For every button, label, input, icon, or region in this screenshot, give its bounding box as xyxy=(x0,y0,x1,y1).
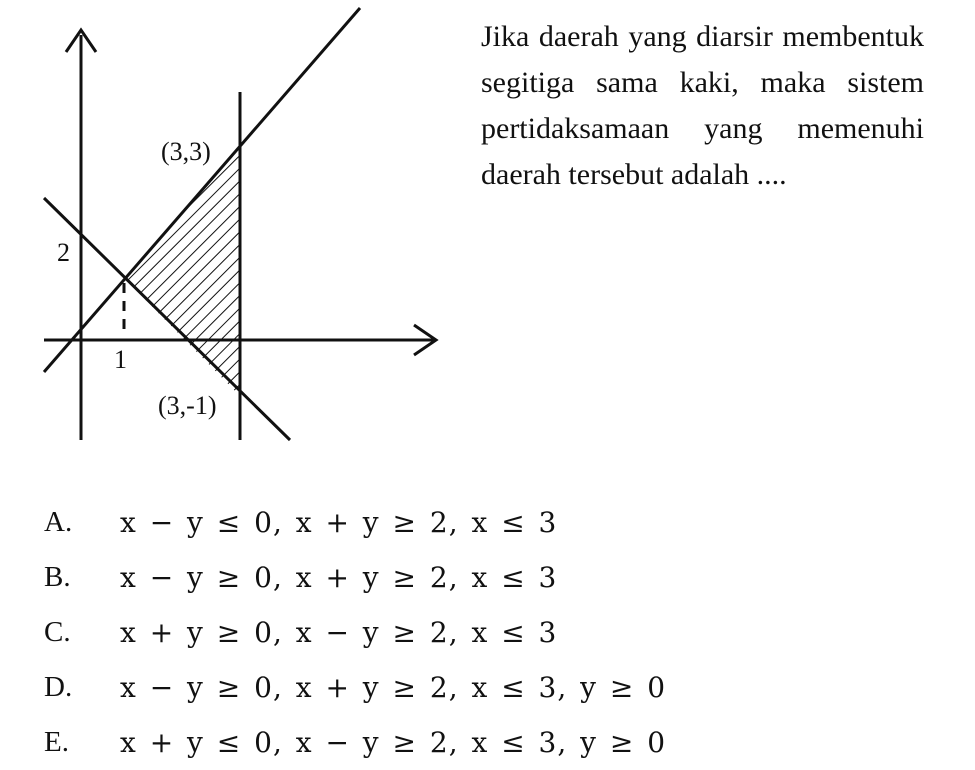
label-x-tick: 1 xyxy=(114,345,127,374)
option-letter: E. xyxy=(44,726,69,758)
question-text: Jika daerah yang diarsir membentuk segitiga sama kaki, maka sistem pertidaksamaan yang memenuhi daerah tersebut adalah .... xyxy=(481,20,924,191)
option-letter: D. xyxy=(44,671,73,703)
option-letter: B. xyxy=(44,561,71,593)
label-y-tick: 2 xyxy=(57,238,70,267)
option-expression: x − y ≥ 0, x + y ≥ 2, x ≤ 3 xyxy=(120,561,558,594)
option-e[interactable] xyxy=(44,715,944,770)
inequality-graph xyxy=(0,0,460,460)
option-d[interactable] xyxy=(44,660,944,715)
label-point-top: (3,3) xyxy=(161,137,211,166)
option-letter: A. xyxy=(44,506,73,538)
shaded-region xyxy=(124,147,240,396)
option-a[interactable] xyxy=(44,495,944,550)
option-letter: C. xyxy=(44,616,71,648)
option-expression: x + y ≤ 0, x − y ≥ 2, x ≤ 3, y ≥ 0 xyxy=(120,726,667,759)
option-expression: x − y ≤ 0, x + y ≥ 2, x ≤ 3 xyxy=(120,506,558,539)
answer-options xyxy=(44,495,944,770)
option-expression: x − y ≥ 0, x + y ≥ 2, x ≤ 3, y ≥ 0 xyxy=(120,671,667,704)
label-point-bottom: (3,-1) xyxy=(158,391,217,420)
option-expression: x + y ≥ 0, x − y ≥ 2, x ≤ 3 xyxy=(120,616,558,649)
option-c[interactable] xyxy=(44,605,944,660)
option-b[interactable] xyxy=(44,550,944,605)
